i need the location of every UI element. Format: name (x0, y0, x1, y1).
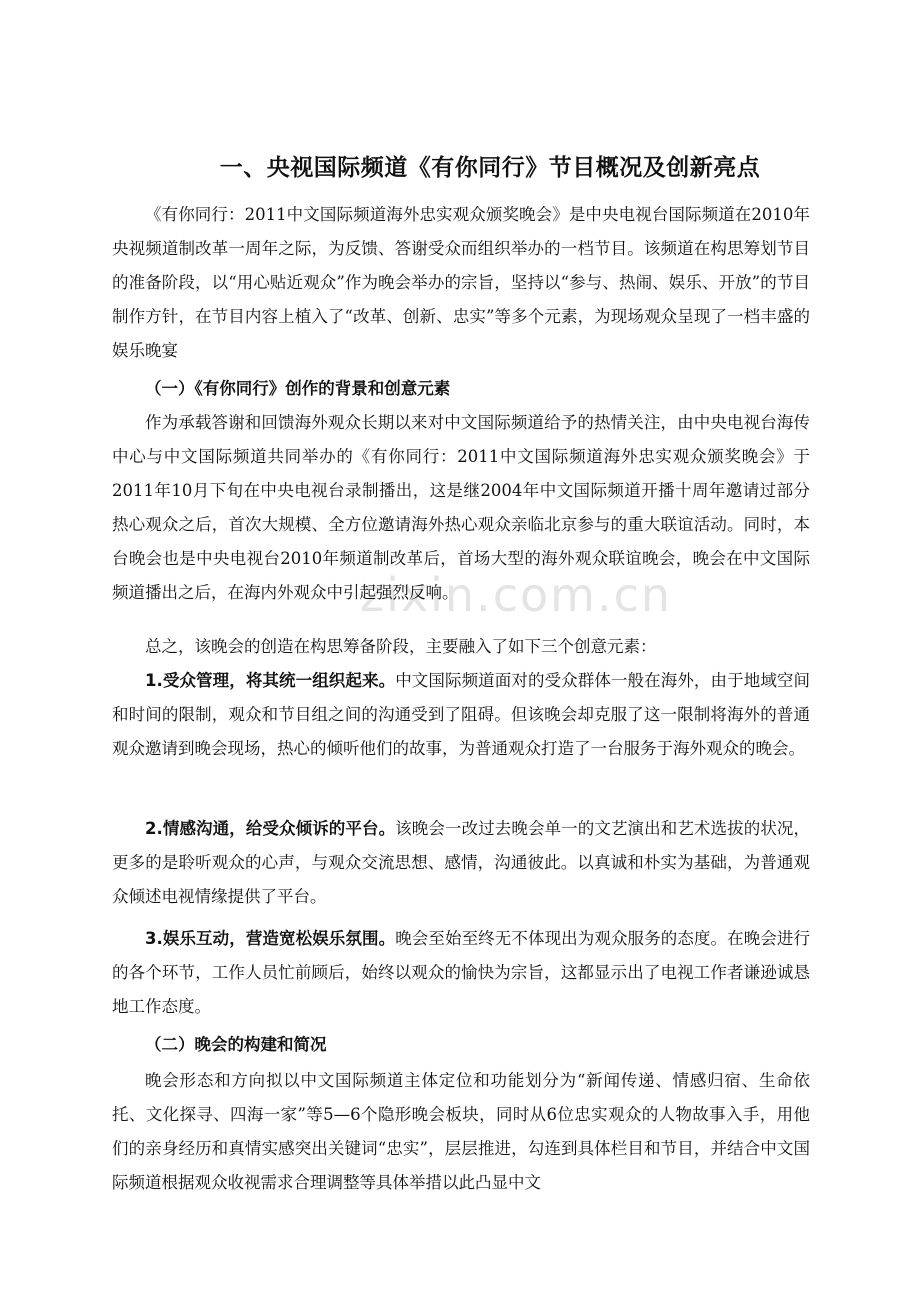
section-title: 一、央视国际频道《有你同行》节目概况及创新亮点 (219, 155, 761, 181)
element-2-body: 该晚会一改过去晚会单一的文艺演出和艺术选拔的状况，更多的是聆听观众的心声，与观众交流思想、感情，沟通彼此。以真诚和朴实为基础，为普通观众倾述电视情缘提供了平台。 (112, 819, 811, 906)
element-1-lead: 1.受众管理，将其统一组织起来。 (145, 671, 396, 690)
watermark: zixin.com.cn (360, 568, 673, 622)
paragraph-summary: 总之，该晚会的创造在构思筹备阶段，主要融入了如下三个创意元素： (145, 637, 657, 656)
element-3-body: 晚会至始至终无不体现出为观众服务的态度。在晚会进行的各个环节，工作人员忙前顾后，始终以观众的愉快为宗旨，这都显示出了电视工作者谦逊诚恳地工作态度。 (112, 929, 811, 1016)
paragraph-structure: 晚会形态和方向拟以中文国际频道主体定位和功能划分为“新闻传递、情感归宿、生命依托、文化探寻、四海一家”等5—6个隐形晚会板块，同时从6位忠实观众的人物故事入手，用他们的亲身经历和真情实感突出关键词“忠实”，层层推进，勾连到具体栏目和节目，并结合中文国际频道根据观众收视需求合理调整等具体举措以此凸显中文 (112, 1071, 810, 1192)
element-1-body: 中文国际频道面对的受众群体一般在海外，由于地域空间和时间的限制，观众和节目组之间的沟通受到了阻碍。但该晚会却克服了这一限制将海外的普通观众邀请到晚会现场，热心的倾听他们的故事，为普通观众打造了一台服务于海外观众的晚会。 (112, 671, 811, 758)
paragraph-element-3 (112, 922, 810, 1024)
paragraph-element-1 (112, 664, 810, 766)
element-3-lead: 3.娱乐互动，营造宽松娱乐氛围。 (145, 929, 396, 948)
subheading-structure: （二）晚会的构建和简况 (145, 1035, 327, 1054)
paragraph-background: 作为承载答谢和回馈海外观众长期以来对中文国际频道给予的热情关注，由中央电视台海传中心与中文国际频道共同举办的《有你同行：2011中文国际频道海外忠实观众颁奖晚会》于2011年10月下旬在中央电视台录制播出，这是继2004年中文国际频道开播十周年邀请过部分热心观众之后，首次大规模、全方位邀请海外热心观众亲临北京参与的重大联谊活动。同时，本台晚会也是中央电视台2010年频道制改革后，首场大型的海外观众联谊晚会，晚会在中文国际频道播出之后，在海内外观众中引起强烈反响。 (112, 413, 810, 602)
paragraph-element-2 (112, 812, 810, 914)
paragraph-intro: 《有你同行：2011中文国际频道海外忠实观众颁奖晚会》是中央电视台国际频道在2010年央视频道制改革一周年之际，为反馈、答谢受众而组织举办的一档节目。该频道在构思筹划节目的准备阶段，以“用心贴近观众”作为晚会举办的宗旨，坚持以“参与、热闹、娱乐、开放”的节目制作方针，在节目内容上植入了“改革、创新、忠实”等多个元素，为现场观众呈现了一档丰盛的娱乐晚宴 (112, 205, 810, 360)
subheading-background: （一）《有你同行》创作的背景和创意元素 (145, 379, 451, 398)
element-2-lead: 2.情感沟通，给受众倾诉的平台。 (145, 819, 396, 838)
